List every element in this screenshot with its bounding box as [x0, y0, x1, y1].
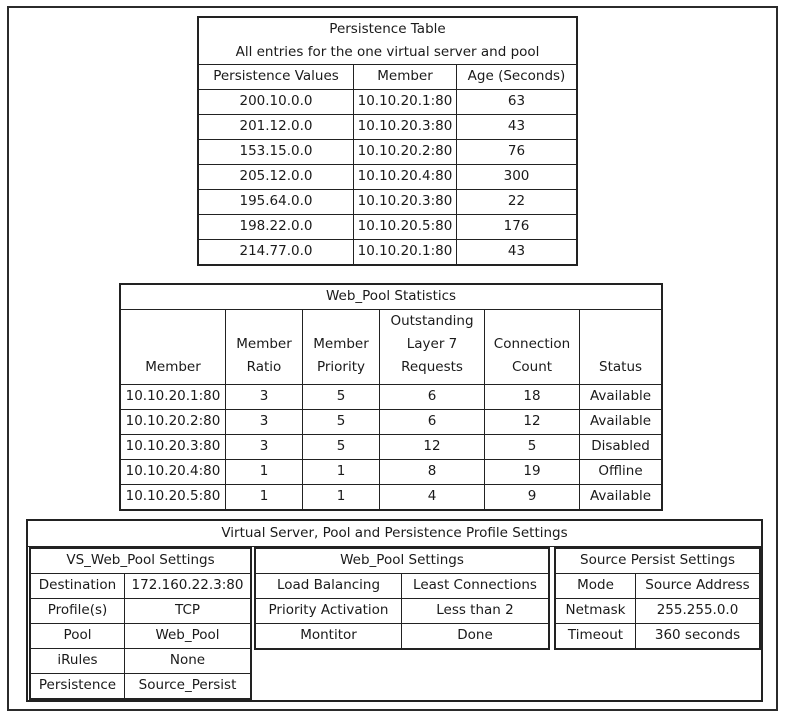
age-cell: 43 — [457, 240, 577, 265]
persistence-value-cell: 214.77.0.0 — [199, 240, 354, 265]
col-header-member: Member — [121, 310, 226, 385]
settings-panel-title: Virtual Server, Pool and Persistence Profile Settings — [28, 521, 761, 547]
setting-value-cell: 255.255.0.0 — [636, 599, 760, 624]
pool-member-row — [121, 385, 662, 410]
pool-member-row — [121, 485, 662, 510]
member-cell: 10.10.20.2:80 — [354, 140, 457, 165]
setting-name-cell: Priority Activation — [256, 599, 402, 624]
setting-value-cell: 360 seconds — [636, 624, 760, 649]
persistence-value-cell: 198.22.0.0 — [199, 215, 354, 240]
priority-cell: 1 — [303, 485, 380, 510]
setting-value-cell: TCP — [125, 599, 251, 624]
setting-value-cell: Source Address — [636, 574, 760, 599]
requests-cell: 12 — [380, 435, 485, 460]
member-cell: 10.10.20.5:80 — [354, 215, 457, 240]
persistence-value-cell: 153.15.0.0 — [199, 140, 354, 165]
vs-setting-row — [31, 624, 251, 649]
setting-name-cell: Netmask — [556, 599, 636, 624]
pool-statistics-title: Web_Pool Statistics — [121, 285, 662, 310]
status-cell: Available — [580, 410, 662, 435]
priority-cell: 5 — [303, 435, 380, 460]
status-cell: Available — [580, 485, 662, 510]
persistence-table-title: Persistence Table — [199, 18, 577, 43]
persistence-table-subtitle: All entries for the one virtual server and pool — [199, 42, 577, 65]
setting-value-cell: Source_Persist — [125, 674, 251, 699]
ratio-cell: 1 — [226, 485, 303, 510]
setting-name-cell: Load Balancing — [256, 574, 402, 599]
col-header-persistence-values: Persistence Values — [199, 65, 354, 90]
persistence-value-cell: 195.64.0.0 — [199, 190, 354, 215]
pool-settings-table — [255, 548, 549, 649]
persistence-row — [199, 190, 577, 215]
pool-member-row — [121, 460, 662, 485]
ratio-cell: 3 — [226, 410, 303, 435]
member-cell: 10.10.20.4:80 — [354, 165, 457, 190]
age-cell: 63 — [457, 90, 577, 115]
setting-value-cell: Less than 2 — [402, 599, 549, 624]
pool-member-row — [121, 410, 662, 435]
col-header-connection-count: Connection Count — [485, 310, 580, 385]
col-header-age: Age (Seconds) — [457, 65, 577, 90]
persistence-row — [199, 165, 577, 190]
age-cell: 43 — [457, 115, 577, 140]
setting-name-cell: Montitor — [256, 624, 402, 649]
requests-cell: 4 — [380, 485, 485, 510]
connections-cell: 5 — [485, 435, 580, 460]
persistence-value-cell: 200.10.0.0 — [199, 90, 354, 115]
persistence-row — [199, 240, 577, 265]
vs-settings-title: VS_Web_Pool Settings — [31, 549, 251, 574]
persist-settings-table — [555, 548, 760, 649]
setting-value-cell: Least Connections — [402, 574, 549, 599]
persist-setting-row — [556, 599, 760, 624]
setting-value-cell: None — [125, 649, 251, 674]
persist-settings-title: Source Persist Settings — [556, 549, 760, 574]
setting-name-cell: Mode — [556, 574, 636, 599]
ratio-cell: 3 — [226, 385, 303, 410]
pool-statistics-table — [120, 284, 662, 510]
setting-name-cell: Profile(s) — [31, 599, 125, 624]
member-cell: 10.10.20.1:80 — [354, 240, 457, 265]
priority-cell: 1 — [303, 460, 380, 485]
pool-setting-row — [256, 599, 549, 624]
setting-name-cell: Pool — [31, 624, 125, 649]
priority-cell: 5 — [303, 410, 380, 435]
member-cell: 10.10.20.5:80 — [121, 485, 226, 510]
age-cell: 176 — [457, 215, 577, 240]
member-cell: 10.10.20.3:80 — [354, 190, 457, 215]
persistence-table — [198, 17, 577, 265]
member-cell: 10.10.20.1:80 — [354, 90, 457, 115]
setting-name-cell: Destination — [31, 574, 125, 599]
status-cell: Offline — [580, 460, 662, 485]
member-cell: 10.10.20.2:80 — [121, 410, 226, 435]
connections-cell: 19 — [485, 460, 580, 485]
requests-cell: 6 — [380, 385, 485, 410]
persistence-row — [199, 115, 577, 140]
priority-cell: 5 — [303, 385, 380, 410]
col-header-status: Status — [580, 310, 662, 385]
pool-settings-title: Web_Pool Settings — [256, 549, 549, 574]
col-header-member-ratio: Member Ratio — [226, 310, 303, 385]
persistence-value-cell: 205.12.0.0 — [199, 165, 354, 190]
requests-cell: 8 — [380, 460, 485, 485]
persistence-value-cell: 201.12.0.0 — [199, 115, 354, 140]
vs-setting-row — [31, 649, 251, 674]
connections-cell: 9 — [485, 485, 580, 510]
age-cell: 22 — [457, 190, 577, 215]
status-cell: Disabled — [580, 435, 662, 460]
setting-value-cell: 172.160.22.3:80 — [125, 574, 251, 599]
setting-name-cell: iRules — [31, 649, 125, 674]
persist-setting-row — [556, 624, 760, 649]
vs-setting-row — [31, 674, 251, 699]
age-cell: 76 — [457, 140, 577, 165]
member-cell: 10.10.20.4:80 — [121, 460, 226, 485]
connections-cell: 12 — [485, 410, 580, 435]
vs-settings-table — [30, 548, 251, 699]
vs-setting-row — [31, 574, 251, 599]
setting-name-cell: Persistence — [31, 674, 125, 699]
col-header-member: Member — [354, 65, 457, 90]
setting-name-cell: Timeout — [556, 624, 636, 649]
setting-value-cell: Done — [402, 624, 549, 649]
member-cell: 10.10.20.3:80 — [354, 115, 457, 140]
col-header-outstanding-requests: Outstanding Layer 7 Requests — [380, 310, 485, 385]
vs-setting-row — [31, 599, 251, 624]
pool-setting-row — [256, 624, 549, 649]
ratio-cell: 3 — [226, 435, 303, 460]
pool-member-row — [121, 435, 662, 460]
col-header-member-priority: Member Priority — [303, 310, 380, 385]
persistence-row — [199, 90, 577, 115]
age-cell: 300 — [457, 165, 577, 190]
ratio-cell: 1 — [226, 460, 303, 485]
connections-cell: 18 — [485, 385, 580, 410]
setting-value-cell: Web_Pool — [125, 624, 251, 649]
member-cell: 10.10.20.1:80 — [121, 385, 226, 410]
member-cell: 10.10.20.3:80 — [121, 435, 226, 460]
pool-setting-row — [256, 574, 549, 599]
persistence-row — [199, 215, 577, 240]
status-cell: Available — [580, 385, 662, 410]
persist-setting-row — [556, 574, 760, 599]
persistence-row — [199, 140, 577, 165]
requests-cell: 6 — [380, 410, 485, 435]
settings-panel — [26, 519, 763, 702]
